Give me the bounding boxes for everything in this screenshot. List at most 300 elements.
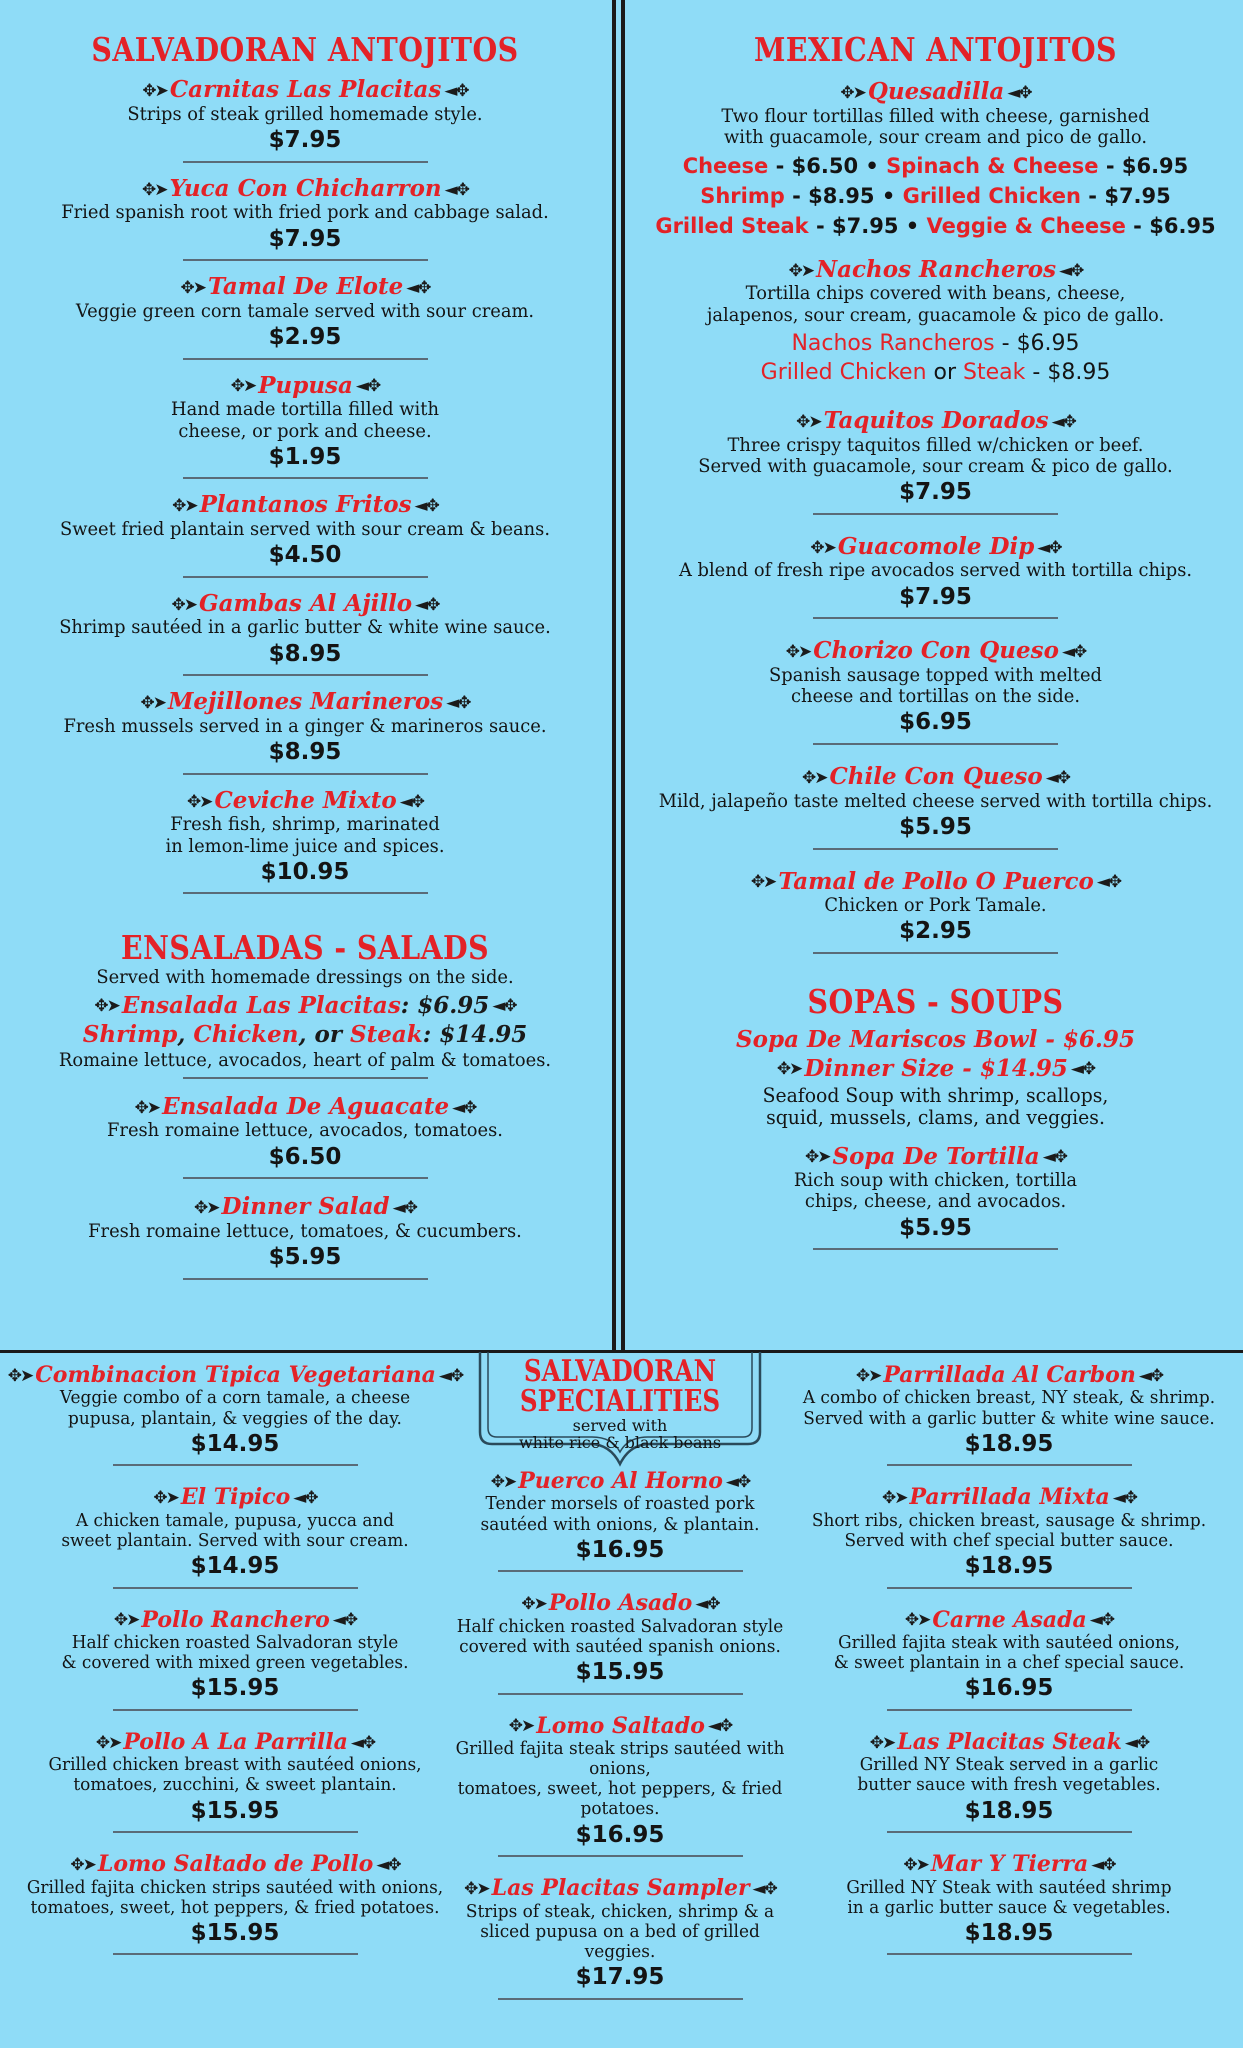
item-name [775, 1851, 1243, 1877]
item-name [440, 1875, 800, 1901]
menu-item-puerco-al-horno [440, 1468, 800, 1572]
item-description: Served with a garlic butter & white wine sauce. [803, 1407, 1215, 1429]
quesadilla-option-row [628, 212, 1243, 242]
ornament-left-icon: ✥➤ [869, 1732, 895, 1753]
item-description: Grilled fajita steak strips sautéed with onions, [455, 1737, 785, 1780]
ornament-right-icon: ◄✥ [695, 1594, 719, 1615]
ornament-left-icon: ✥➤ [180, 278, 205, 298]
item-name-text: Pollo A La Parrilla [123, 1728, 348, 1755]
price-rule [113, 1953, 358, 1955]
item-name [628, 868, 1243, 896]
ornament-right-icon: ◄✥ [1096, 872, 1121, 893]
item-price: $15.95 [190, 1919, 280, 1946]
ornament-left-icon: ✥➤ [904, 1610, 930, 1631]
ornament-right-icon: ◄✥ [452, 1097, 476, 1118]
menu-item-tamal-de-pollo-o-puerco [628, 868, 1243, 954]
item-description: Three crispy taquitos filled w/chicken or beef. [727, 433, 1144, 456]
house-salad-line [0, 992, 610, 1021]
menu-item-nachos [628, 256, 1243, 387]
item-name-text: El Tipico [180, 1484, 291, 1511]
nachos-option-or: or [933, 359, 957, 385]
sopa-tortilla-name: Sopa De Tortilla [832, 1142, 1040, 1170]
item-name [0, 1851, 470, 1877]
item-price: $6.95 [899, 709, 972, 736]
soup-mariscos-bowl: Sopa De Mariscos Bowl - $6.95 [736, 1026, 1135, 1054]
item-description: Grilled NY Steak served in a garlic [859, 1754, 1159, 1776]
menu-item-ensalada-de-aguacate [0, 1093, 610, 1179]
price-rule [813, 617, 1058, 619]
nachos-option-steak: Steak [963, 359, 1026, 385]
item-name [0, 1484, 470, 1510]
price-rule [183, 892, 428, 894]
ornament-right-icon: ◄✥ [1091, 1854, 1115, 1875]
item-name [0, 590, 610, 618]
item-price: $8.95 [268, 739, 342, 766]
price-rule [887, 1464, 1132, 1466]
item-name [0, 491, 610, 519]
item-description: tomatoes, sweet, hot peppers, & fried potatoes. [30, 1896, 440, 1918]
ornament-right-icon: ◄✥ [406, 278, 430, 298]
ornament-right-icon: ◄✥ [446, 693, 470, 714]
item-name-text: Las Placitas Sampler [491, 1875, 750, 1902]
item-description: cheese and tortillas on the side. [790, 685, 1080, 708]
item-name [0, 1729, 470, 1755]
ornament-left-icon: ✥➤ [881, 1488, 907, 1509]
ornament-right-icon: ◄✥ [707, 1716, 732, 1737]
price-rule [183, 1278, 428, 1280]
ornament-right-icon: ◄✥ [1045, 767, 1070, 788]
item-name [775, 1362, 1243, 1388]
item-name [628, 407, 1243, 435]
item-name-text: Lomo Saltado [536, 1712, 705, 1739]
nachos-option-chicken: Grilled Chicken [760, 359, 927, 385]
mexican-antojitos-list [628, 407, 1243, 954]
bullet-separator: • [858, 154, 887, 179]
ornament-right-icon: ◄✥ [1138, 1365, 1163, 1386]
ornament-right-icon: ◄✥ [1037, 537, 1061, 558]
sopa-tortilla-desc-2: chips, cheese, and avocados. [804, 1190, 1067, 1213]
item-description: Fresh mussels served in a ginger & marineros sauce. [63, 714, 547, 737]
item-description: Strips of steak, chicken, shrimp & a [465, 1900, 775, 1922]
item-name-text: Guacomole Dip [837, 532, 1035, 560]
menu-item-mar-y-tierra [775, 1851, 1243, 1955]
ornament-right-icon: ◄✥ [376, 1854, 400, 1875]
item-name [0, 76, 610, 104]
house-salad-chicken: Chicken [193, 1020, 299, 1048]
ornament-left-icon: ✥➤ [903, 1854, 928, 1875]
specialties-title-1: SALVADORAN [523, 1354, 717, 1389]
sopa-tortilla-price: $5.95 [899, 1214, 972, 1241]
item-name [0, 1362, 470, 1388]
sopa-tortilla-desc-1: Rich soup with chicken, tortilla [793, 1169, 1078, 1192]
item-description: Grilled fajita chicken strips sautéed with onions, [26, 1876, 444, 1898]
item-description: & covered with mixed green vegetables. [61, 1652, 409, 1674]
item-description: & sweet plantain in a chef special sauce. [833, 1652, 1185, 1674]
bullet-separator: • [898, 214, 927, 239]
colon: : [422, 1020, 440, 1048]
option-label: Veggie & Cheese [926, 214, 1126, 239]
item-name-text: Ceviche Mixto [214, 786, 397, 814]
ornament-left-icon: ✥➤ [785, 642, 811, 663]
item-price: $17.95 [575, 1964, 665, 1991]
option-label: Grilled Steak [655, 214, 809, 239]
item-description: cheese, or pork and cheese. [178, 419, 432, 442]
menu-item-parrillada-al-carbon [775, 1362, 1243, 1466]
item-description: Shrimp sautéed in a garlic butter & white wine sauce. [59, 616, 551, 639]
item-description: Grilled NY Steak with sautéed shrimp [846, 1876, 1172, 1898]
nachos-name: Nachos Rancheros [816, 255, 1057, 283]
ornament-left-icon: ✥➤ [94, 996, 119, 1017]
menu-item-pollo-ranchero [0, 1607, 470, 1711]
price-rule [183, 674, 428, 676]
price-rule [887, 1953, 1132, 1955]
price-rule [887, 1709, 1132, 1711]
item-description: tomatoes, zucchini, & sweet plantain. [73, 1774, 397, 1796]
item-price: $15.95 [575, 1659, 665, 1685]
salads-subtitle: Served with homemade dressings on the side. [96, 965, 514, 988]
item-description: Grilled fajita steak with sautéed onions, [838, 1631, 1180, 1653]
nachos-option-price: $6.95 [1016, 330, 1080, 356]
price-rule [498, 1693, 743, 1695]
price-rule [113, 1587, 358, 1589]
menu-item-chorizo-con-queso [628, 637, 1243, 745]
item-description: Served with chef special butter sauce. [844, 1529, 1174, 1551]
menu-item-lomo-saltado-de-pollo [0, 1851, 470, 1955]
salads-list [0, 1093, 610, 1280]
menu-item-gambas-al-ajillo [0, 590, 610, 676]
item-description: tomatoes, sweet, hot peppers, & fried potatoes. [457, 1778, 783, 1820]
menu-item-el-tipico [0, 1484, 470, 1588]
item-name [0, 1607, 470, 1633]
item-name-text: Yuca Con Chicharron [169, 174, 442, 202]
item-price: $7.95 [899, 479, 972, 506]
ornament-left-icon: ✥➤ [153, 1488, 178, 1509]
price-rule [183, 259, 428, 261]
ornament-right-icon: ◄✥ [752, 1879, 776, 1899]
item-name-text: Mejillones Marineros [167, 688, 444, 716]
menu-item-tamal-de-elote [0, 273, 610, 359]
price-rule [887, 1587, 1132, 1589]
ornament-left-icon: ✥➤ [194, 1198, 219, 1219]
ornament-left-icon: ✥➤ [801, 767, 827, 788]
quesadilla-desc-1: Two flour tortillas filled with cheese, garnished [721, 104, 1150, 127]
menu-item-carne-asada [775, 1607, 1243, 1711]
price-rule [183, 161, 428, 163]
item-description: A chicken tamale, pupusa, yucca and [75, 1509, 395, 1531]
price-rule [813, 743, 1058, 745]
item-description: butter sauce with fresh vegetables. [857, 1774, 1161, 1796]
item-description: Tender morsels of roasted pork [485, 1493, 755, 1515]
ornament-right-icon: ◄✥ [399, 791, 424, 812]
menu-item-pollo-a-la-parrilla [0, 1729, 470, 1833]
quesadilla-option-row [628, 182, 1243, 212]
item-name [440, 1713, 800, 1739]
ornament-left-icon: ✥➤ [750, 872, 776, 893]
ornament-right-icon: ◄✥ [1089, 1610, 1114, 1631]
section-title-soups: SOPAS - SOUPS [807, 981, 1064, 1021]
soup-mariscos-desc-2: squid, mussels, clams, and veggies. [766, 1105, 1105, 1130]
item-description: Half chicken roasted Salvadoran style [71, 1631, 399, 1653]
item-name [0, 1193, 610, 1221]
menu-item-taquitos-dorados [628, 407, 1243, 515]
price-rule [183, 358, 428, 360]
item-description: Fried spanish root with fried pork and cabbage salad. [61, 201, 549, 224]
house-salad-shrimp: Shrimp [82, 1020, 178, 1048]
item-price: $6.50 [268, 1143, 342, 1170]
ornament-left-icon: ✥➤ [490, 1471, 516, 1492]
item-price: $7.95 [268, 127, 342, 154]
item-name [0, 787, 610, 815]
item-name-text: Parrillada Mixta [909, 1484, 1110, 1511]
comma: , [177, 1020, 194, 1048]
item-description: Half chicken roasted Salvadoran style [456, 1615, 784, 1637]
price-rule [113, 1464, 358, 1466]
house-salad-or: , or [298, 1020, 342, 1048]
menu-item-quesadilla [628, 78, 1243, 242]
nachos-option-1: Nachos Rancheros - $6.95 [791, 330, 1080, 356]
item-name [440, 1590, 800, 1616]
ornament-left-icon: ✥➤ [140, 693, 165, 714]
menu-item-dinner-salad [0, 1193, 610, 1279]
option-price: $6.95 [1121, 154, 1189, 179]
bullet-separator: • [874, 184, 903, 209]
ornament-left-icon: ✥➤ [7, 1365, 33, 1386]
menu-item-las-placitas-sampler [440, 1875, 800, 1999]
ornament-left-icon: ✥➤ [810, 537, 835, 558]
dash: - [768, 154, 792, 179]
item-name-text: Pupusa [258, 371, 353, 399]
specialties-right-column [775, 1362, 1243, 1955]
item-price: $7.95 [268, 225, 342, 252]
ornament-left-icon: ✥➤ [186, 791, 212, 812]
item-name [0, 273, 610, 301]
ornament-left-icon: ✥➤ [142, 179, 167, 200]
item-description: A combo of chicken breast, NY steak, & shrimp. [802, 1387, 1216, 1409]
house-salad-name: Ensalada Las Placitas [121, 992, 401, 1020]
item-description: in a garlic butter sauce & vegetables. [847, 1896, 1171, 1918]
item-price: $14.95 [190, 1553, 280, 1579]
option-price: $6.50 [791, 154, 859, 179]
menu-item-parrillada-mixta [775, 1484, 1243, 1588]
item-price: $2.95 [268, 324, 342, 351]
price-rule [183, 1077, 428, 1079]
column-divider [612, 0, 616, 1350]
ornament-left-icon: ✥➤ [230, 376, 256, 397]
ornament-right-icon: ◄✥ [1124, 1732, 1149, 1753]
menu-item-combinacion-tipica-vegetariana [0, 1362, 470, 1466]
nachos-option-2: Grilled Chicken or Steak - $8.95 [760, 359, 1111, 385]
quesadilla-desc-2: with guacamole, sour cream and pico de gallo. [723, 126, 1148, 149]
ornament-left-icon: ✥➤ [134, 1097, 160, 1118]
item-name-text: Puerco Al Horno [518, 1468, 723, 1494]
item-name-text: Plantanos Fritos [199, 491, 412, 519]
dash: - [808, 214, 832, 239]
item-price: $16.95 [964, 1675, 1054, 1702]
ornament-right-icon: ◄✥ [392, 1198, 416, 1219]
item-description: in lemon-lime juice and spices. [165, 834, 445, 857]
item-description: Fresh romaine lettuce, tomatoes, & cucumbers. [88, 1219, 522, 1242]
item-description: Hand made tortilla filled with [171, 398, 439, 421]
soup-mariscos-desc-1: Seafood Soup with shrimp, scallops, [762, 1082, 1109, 1107]
price-rule [813, 848, 1058, 850]
item-name-text: Dinner Salad [221, 1193, 390, 1221]
ornament-right-icon: ◄✥ [1070, 1059, 1095, 1080]
item-description: Served with guacamole, sour cream & pico de gallo. [698, 455, 1173, 478]
item-price: $18.95 [964, 1919, 1054, 1946]
ornament-right-icon: ◄✥ [332, 1610, 357, 1631]
price-rule [813, 513, 1058, 515]
item-description: Strips of steak grilled homemade style. [127, 102, 483, 125]
ornament-right-icon: ◄✥ [355, 376, 380, 397]
item-description: Fresh romaine lettuce, avocados, tomatoes. [107, 1119, 503, 1142]
price-rule [498, 1998, 743, 2000]
item-description: sautéed with onions, & plantain. [480, 1513, 760, 1535]
ornament-right-icon: ◄✥ [1051, 411, 1075, 432]
dash: - [1080, 184, 1105, 209]
dash: - [784, 184, 809, 209]
item-description: Short ribs, chicken breast, sausage & shrimp. [811, 1509, 1207, 1531]
item-name [628, 78, 1243, 106]
item-description: Fresh fish, shrimp, marinated [170, 813, 440, 836]
item-price: $1.95 [268, 443, 342, 470]
item-price: $16.95 [575, 1821, 665, 1848]
item-price: $18.95 [964, 1430, 1054, 1457]
soup-mariscos-bowl-name: Sopa De Mariscos Bowl [736, 1026, 1038, 1054]
item-name-text: Pollo Asado [548, 1590, 693, 1617]
ornament-left-icon: ✥➤ [776, 1059, 802, 1080]
menu-item-plantanos-fritos [0, 491, 610, 577]
menu-item-ceviche-mixto [0, 787, 610, 895]
price-rule [498, 1570, 743, 1572]
item-description: covered with sautéed spanish onions. [459, 1635, 781, 1657]
ornament-right-icon: ◄✥ [414, 496, 438, 517]
item-name [0, 372, 610, 400]
specialties-middle-list [440, 1468, 800, 2000]
item-price: $5.95 [268, 1244, 342, 1271]
house-salad-desc: Romaine lettuce, avocados, heart of palm & tomatoes. [58, 1048, 552, 1071]
menu-item-chile-con-queso [628, 763, 1243, 849]
ornament-right-icon: ◄✥ [438, 1365, 463, 1386]
right-column [628, 0, 1243, 1250]
soup-mariscos-bowl-price: $6.95 [1062, 1026, 1135, 1054]
house-salad-colon: : [400, 992, 418, 1020]
item-name [0, 1093, 610, 1121]
item-name-text: Mar Y Tierra [930, 1851, 1089, 1878]
item-price: $4.50 [268, 542, 342, 569]
ornament-right-icon: ◄✥ [1059, 260, 1083, 281]
nachos-desc-1: Tortilla chips covered with beans, cheese, [745, 282, 1126, 305]
item-name [628, 1143, 1243, 1171]
item-name [775, 1607, 1243, 1633]
item-description: pupusa, plantain, & veggies of the day. [68, 1407, 402, 1429]
menu-item-guacomole-dip [628, 533, 1243, 619]
ornament-right-icon: ◄✥ [725, 1471, 750, 1492]
ornament-right-icon: ◄✥ [1042, 1147, 1067, 1168]
house-salad-price: $6.95 [417, 992, 490, 1020]
item-description: sliced pupusa on a bed of grilled veggies. [480, 1920, 760, 1962]
item-name-text: Gambas Al Ajillo [199, 589, 413, 617]
house-salad-protein-price: $14.95 [439, 1020, 528, 1048]
ornament-left-icon: ✥➤ [521, 1594, 546, 1615]
column-divider [621, 0, 625, 1350]
price-rule [813, 1248, 1058, 1250]
item-name-text: Pollo Ranchero [141, 1606, 330, 1633]
option-price: $8.95 [808, 184, 875, 209]
item-price: $2.95 [899, 918, 972, 945]
ornament-left-icon: ✥➤ [855, 1365, 881, 1386]
item-name [628, 256, 1243, 284]
item-name-text: Combinacion Tipica Vegetariana [35, 1362, 436, 1388]
item-description: Mild, jalapeño taste melted cheese served with tortilla chips. [658, 789, 1213, 812]
item-name [0, 175, 610, 203]
section-title-salvadoran-antojitos: SALVADORAN ANTOJITOS [91, 30, 519, 69]
nachos-option-label: Nachos Rancheros [791, 330, 995, 356]
ornament-right-icon: ◄✥ [415, 594, 439, 615]
salvadoran-antojitos-list [0, 76, 610, 894]
price-rule [887, 1831, 1132, 1833]
item-price: $16.95 [575, 1536, 665, 1563]
item-name-text: Lomo Saltado de Pollo [97, 1851, 374, 1878]
ornament-left-icon: ✥➤ [788, 260, 814, 281]
price-rule [113, 1831, 358, 1833]
item-price: $15.95 [190, 1797, 280, 1824]
menu-item-mejillones-marineros [0, 688, 610, 774]
item-name-text: Carnitas Las Placitas [169, 76, 442, 104]
item-name-text: Chile Con Queso [829, 763, 1043, 791]
price-rule [113, 1709, 358, 1711]
option-label: Shrimp [700, 184, 785, 209]
item-description: Veggie green corn tamale served with sour cream. [75, 299, 535, 322]
nachos-option-2-price: $8.95 [1047, 359, 1111, 385]
option-label: Grilled Chicken [902, 184, 1081, 209]
ornament-right-icon: ◄✥ [1061, 642, 1086, 663]
specialties-title-2: SPECIALITIES [519, 1384, 721, 1419]
price-rule [183, 477, 428, 479]
item-description: Grilled chicken breast with sautéed onions, [48, 1754, 422, 1776]
item-name-text: Tamal De Elote [207, 273, 404, 301]
menu-item-pollo-asado [440, 1590, 800, 1694]
soup-dinner-size: ✥➤ Dinner Size - $14.95 ◄✥ [776, 1055, 1095, 1083]
menu-item-las-placitas-steak [775, 1729, 1243, 1833]
house-salad-protein-line [0, 1021, 610, 1050]
ornament-left-icon: ✥➤ [804, 1147, 830, 1168]
price-rule [183, 576, 428, 578]
item-name [0, 688, 610, 716]
item-name-text: Parrillada Al Carbon [883, 1362, 1136, 1388]
dash: - [1125, 214, 1150, 239]
option-price: $7.95 [832, 214, 899, 239]
ornament-right-icon: ◄✥ [350, 1732, 375, 1753]
item-price: $18.95 [964, 1553, 1054, 1579]
price-rule [813, 952, 1058, 954]
item-name-text: Tamal de Pollo O Puerco [778, 867, 1094, 895]
ornament-right-icon: ◄✥ [293, 1488, 317, 1509]
menu-item-yuca-con-chicharron [0, 175, 610, 261]
menu-item-lomo-saltado [440, 1713, 800, 1858]
item-name-text: Carne Asada [932, 1606, 1087, 1633]
item-name-text: Ensalada De Aguacate [162, 1092, 450, 1120]
item-description: sweet plantain. Served with sour cream. [61, 1529, 409, 1551]
quesadilla-option-row [628, 152, 1243, 182]
item-price: $8.95 [268, 640, 342, 667]
section-title-mexican-antojitos: MEXICAN ANTOJITOS [754, 30, 1117, 69]
ornament-left-icon: ✥➤ [464, 1879, 489, 1899]
item-price: $18.95 [964, 1797, 1054, 1824]
item-name-text: Chorizo Con Queso [813, 637, 1059, 665]
item-price: $14.95 [190, 1430, 280, 1457]
specialties-left-column [0, 1362, 470, 1955]
house-salad-steak: Steak [349, 1020, 423, 1048]
